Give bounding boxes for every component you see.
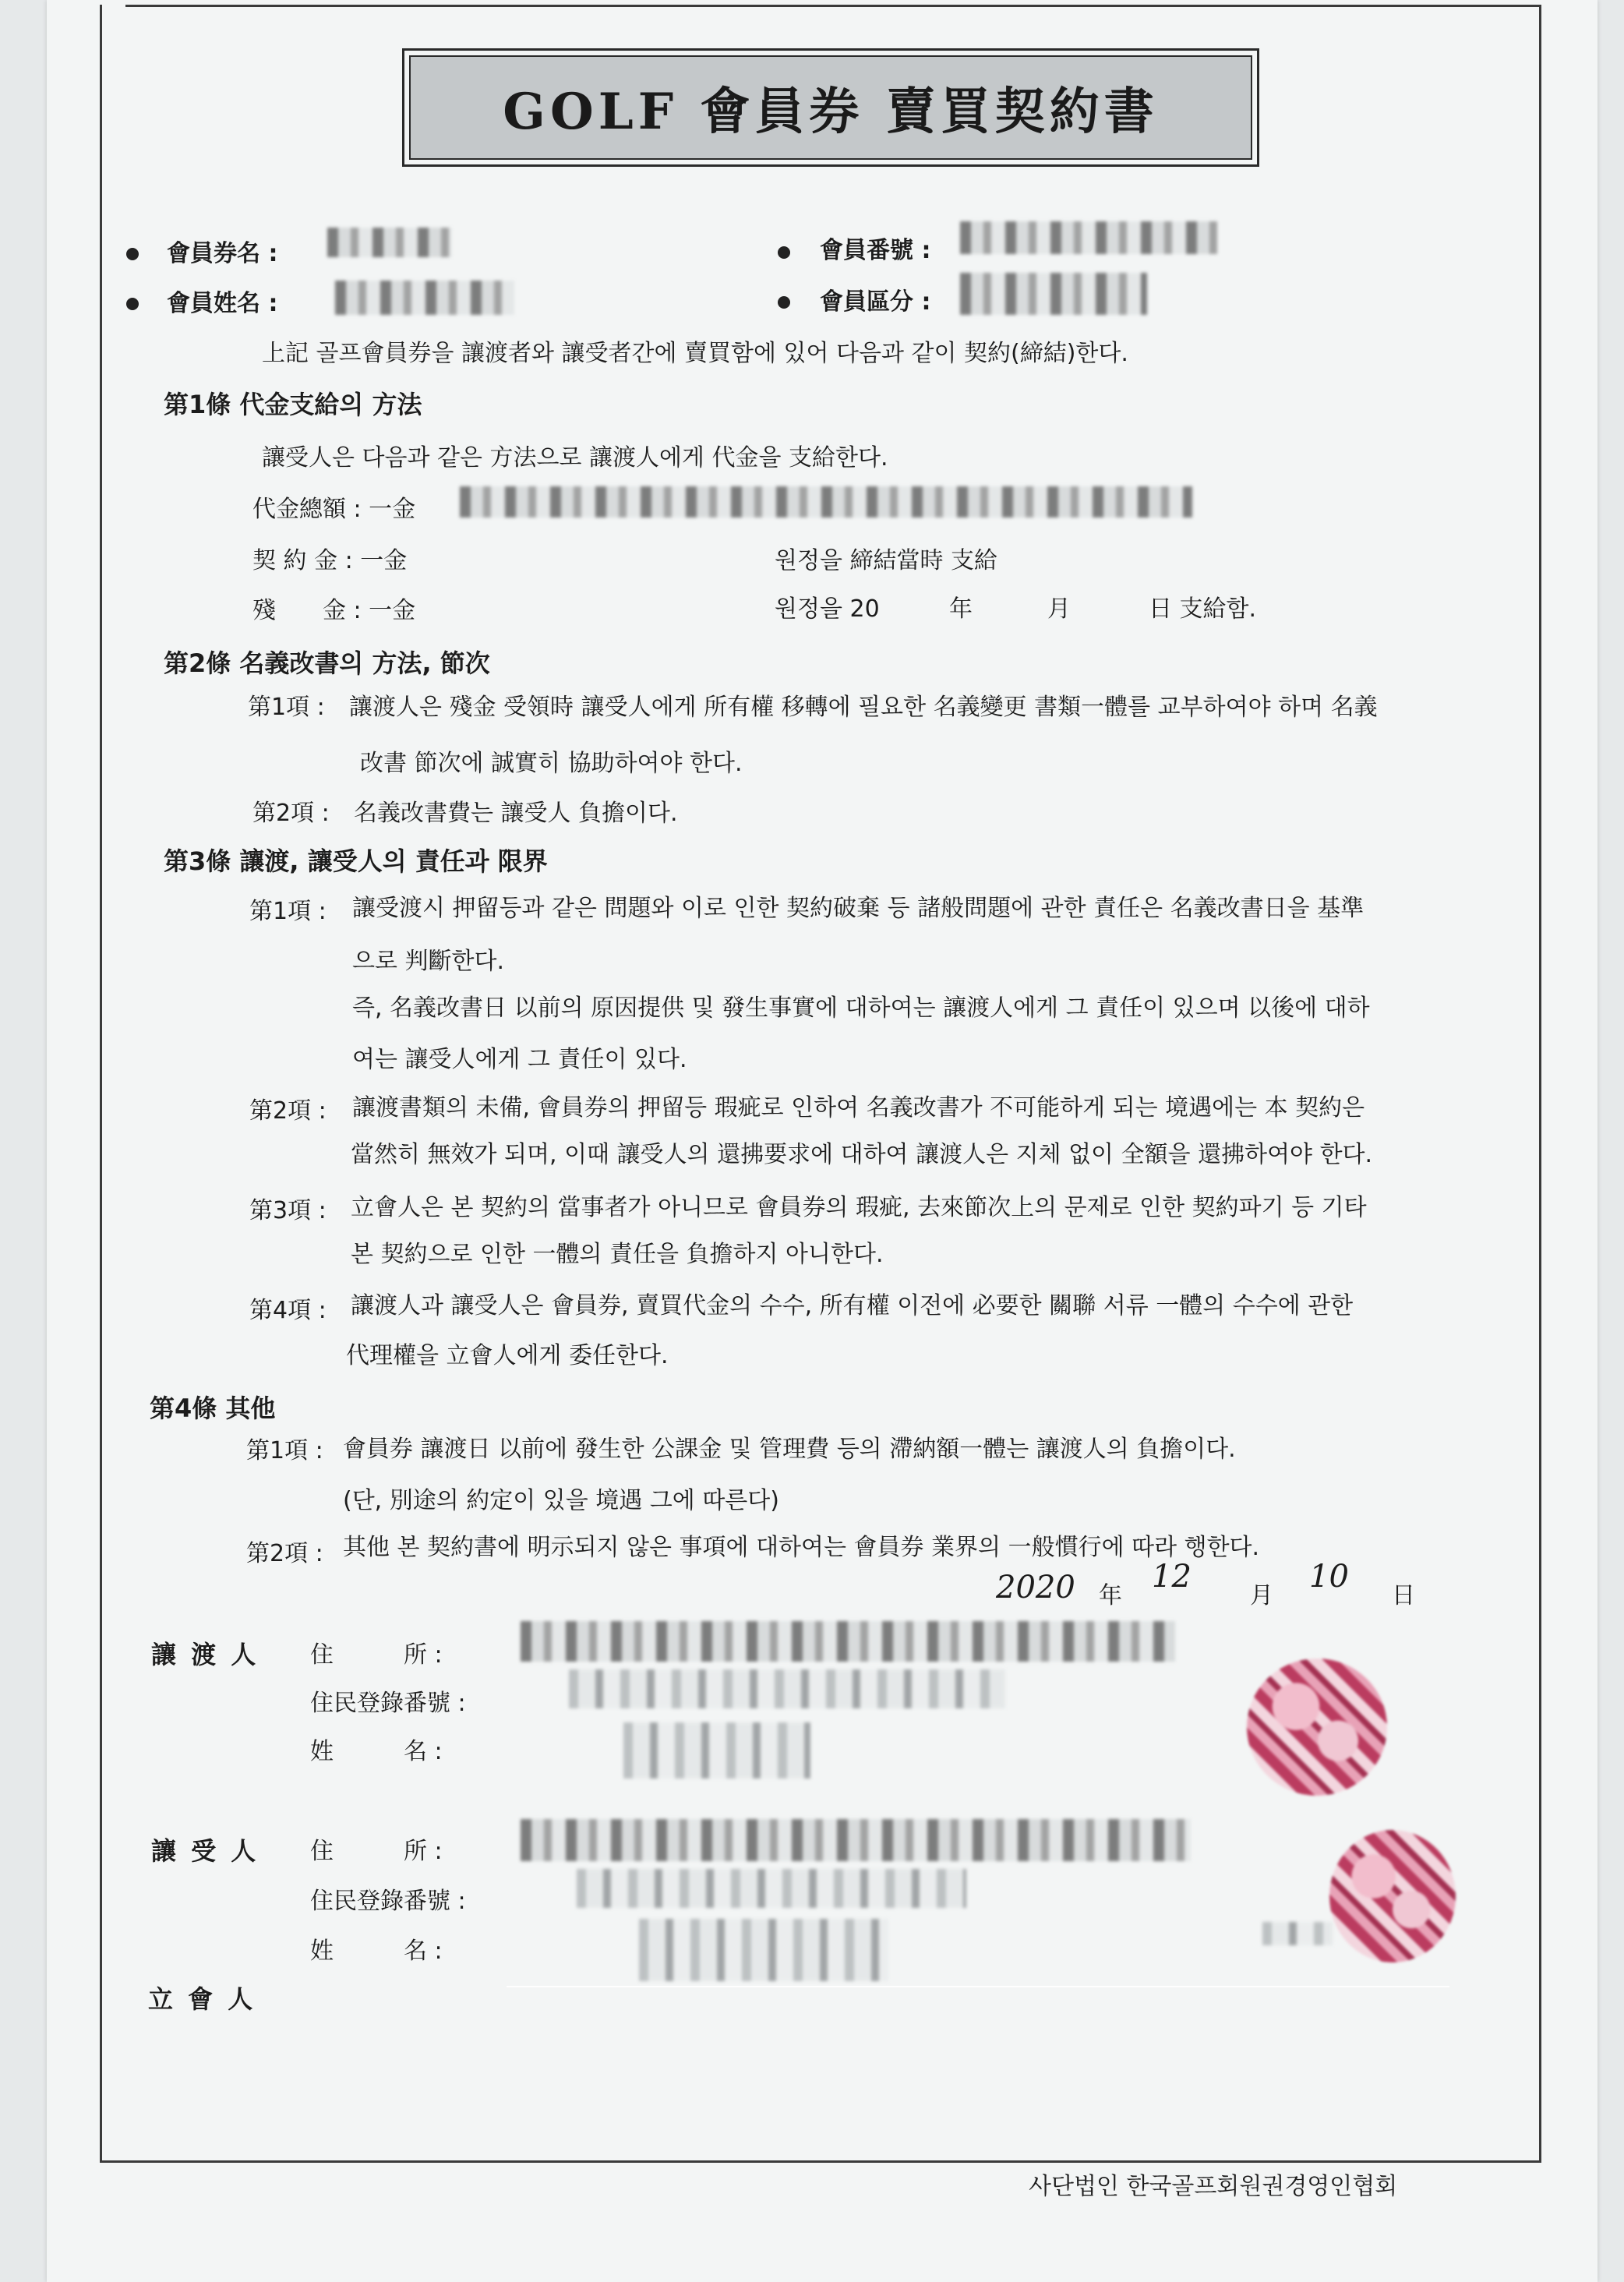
transferor-id-label: 住民登錄番號 :: [310, 1690, 466, 1717]
seal-stamp-icon: [1247, 1659, 1387, 1796]
redacted-holder-name: [335, 281, 514, 315]
holder-label: 會員姓名 :: [167, 290, 278, 317]
article2-heading: 第2條 名義改書의 方法, 節次: [164, 648, 490, 678]
article1-text: 讓受人은 다음과 같은 方法으로 讓渡人에게 代金을 支給한다.: [262, 444, 888, 472]
article3-p4-line1: 讓渡人과 讓受人은 會員券, 賣買代金의 수수, 所有權 이전에 必要한 關聯 서류 一體의 수수에 관한: [351, 1292, 1354, 1319]
balance-tail: 원정을 20: [775, 595, 880, 623]
redacted-member-no: [960, 221, 1217, 254]
intro-text: 上記 골프會員券을 讓渡者와 讓受者간에 賣買함에 있어 다음과 같이 契約(締結)한다.: [262, 340, 1128, 367]
article4-p1-line2: (단, 別途의 約定이 있을 境遇 그에 따른다): [343, 1487, 779, 1514]
redacted-transferee-mark: [1262, 1922, 1333, 1945]
redacted-transferor-name: [623, 1722, 810, 1779]
balance-day-text: 日 支給함.: [1149, 595, 1257, 623]
balance-month-unit: 月: [1047, 595, 1071, 623]
redacted-transferor-id: [569, 1669, 1005, 1708]
article3-p1-label: 第1項 :: [249, 898, 327, 925]
deposit-tail: 원정을 締結當時 支給: [775, 547, 998, 574]
article3-p1-line2: 으로 判斷한다.: [352, 948, 504, 975]
redacted-total-amount: [460, 486, 1192, 518]
footer-association: 사단법인 한국골프회원권경영인협회: [1029, 2173, 1398, 2200]
bullet-icon: [126, 298, 139, 310]
redacted-transferee-address: [521, 1819, 1191, 1861]
article3-p3-line1: 立會人은 본 契約의 當事者가 아니므로 會員券의 瑕疵, 去來節次上의 문제로 인한 契約파기 등 기타: [351, 1194, 1367, 1221]
article3-p3-line2: 본 契約으로 인한 一體의 責任을 負擔하지 아니한다.: [351, 1241, 884, 1268]
date-month-value: 12: [1152, 1559, 1192, 1595]
balance-year-unit: 年: [949, 595, 973, 623]
witness-divider: [507, 1986, 1449, 1987]
transferor-address-label: 住 所 :: [310, 1641, 443, 1669]
article3-p2-line1: 讓渡書類의 未備, 會員券의 押留등 瑕疵로 인하여 名義改書가 不可能하게 되는 境遇에는 本 契約은: [352, 1094, 1365, 1122]
transferee-id-label: 住民登錄番號 :: [310, 1888, 466, 1915]
article3-p2-label: 第2項 :: [249, 1097, 327, 1125]
article3-heading: 第3條 讓渡, 讓受人의 責任과 限界: [164, 846, 548, 876]
date-day-value: 10: [1309, 1559, 1349, 1595]
date-year-unit: 年: [1099, 1582, 1122, 1609]
article3-p2-line2: 當然히 無效가 되며, 이때 讓受人의 還拂要求에 대하여 讓渡人은 지체 없이 全額을 還拂하여야 한다.: [351, 1141, 1373, 1168]
article3-p4-label: 第4項 :: [249, 1297, 327, 1324]
witness-label: 立 會 人: [148, 1984, 256, 2014]
article3-p1-line4: 여는 讓受人에게 그 責任이 있다.: [352, 1046, 687, 1073]
article4-p1-line1: 會員券 讓渡日 以前에 發生한 公課金 및 管理費 등의 滯納額一體는 讓渡人의 負擔이다.: [343, 1436, 1236, 1463]
article3-p1-line3: 즉, 名義改書日 以前의 原因提供 및 發生事實에 대하여는 讓渡人에게 그 責任이 있으며 以後에 대하: [352, 994, 1370, 1022]
article2-p2-line1: 名義改書費는 讓受人 負擔이다.: [354, 800, 678, 827]
article2-p1-label: 第1項 :: [248, 694, 325, 721]
redacted-member-class: [960, 273, 1147, 315]
transferee-name-label: 姓 名 :: [310, 1938, 443, 1965]
date-year-value: 2020: [996, 1570, 1075, 1606]
redacted-member-name: [327, 228, 452, 257]
article2-p1-line1: 讓渡人은 殘金 受領時 讓受人에게 所有權 移轉에 필요한 名義變更 書類一體를 교부하여야 하며 名義: [349, 694, 1378, 721]
document-title: GOLF 會員券 賣買契約書: [409, 55, 1252, 160]
redacted-transferee-id: [577, 1869, 966, 1908]
member-name-label: 會員券名 :: [167, 240, 278, 267]
member-no-label: 會員番號 :: [820, 237, 931, 264]
article4-p2-line1: 其他 본 契約書에 明示되지 않은 事項에 대하여는 會員券 業界의 一般慣行에 따라 행한다.: [343, 1534, 1260, 1561]
article2-p1-line2: 改書 節次에 誠實히 協助하여야 한다.: [360, 750, 743, 777]
article4-p2-label: 第2項 :: [246, 1540, 323, 1567]
redacted-transferor-address: [521, 1621, 1175, 1662]
transferor-name-label: 姓 名 :: [310, 1738, 443, 1765]
bullet-icon: [778, 246, 790, 259]
balance-label: 殘 金 : 一金: [252, 597, 416, 624]
transferee-label: 讓 受 人: [151, 1836, 259, 1866]
article3-p3-label: 第3項 :: [249, 1197, 327, 1224]
date-day-unit: 日: [1392, 1582, 1415, 1609]
article4-heading: 第4條 其他: [150, 1394, 276, 1423]
title-box: [402, 48, 1259, 167]
total-amount-label: 代金總額 : 一金: [252, 496, 416, 523]
transferee-address-label: 住 所 :: [310, 1838, 443, 1865]
bullet-icon: [778, 296, 790, 309]
article2-p2-label: 第2項 :: [252, 800, 330, 827]
date-month-unit: 月: [1250, 1582, 1273, 1609]
bullet-icon: [126, 248, 139, 260]
deposit-label: 契 約 金 : 一金: [252, 547, 408, 574]
article3-p1-line1: 讓受渡시 押留등과 같은 問題와 이로 인한 契約破棄 등 諸般問題에 관한 責任은 名義改書日을 基準: [352, 895, 1365, 922]
transferor-label: 讓 渡 人: [151, 1640, 259, 1669]
article4-p1-label: 第1項 :: [246, 1437, 323, 1464]
redacted-transferee-name: [639, 1919, 888, 1981]
article1-heading: 第1條 代金支給의 方法: [164, 390, 422, 419]
seal-stamp-icon: [1329, 1830, 1456, 1962]
article3-p4-line2: 代理權을 立會人에게 委任한다.: [346, 1342, 669, 1369]
class-label: 會員區分 :: [820, 288, 931, 316]
